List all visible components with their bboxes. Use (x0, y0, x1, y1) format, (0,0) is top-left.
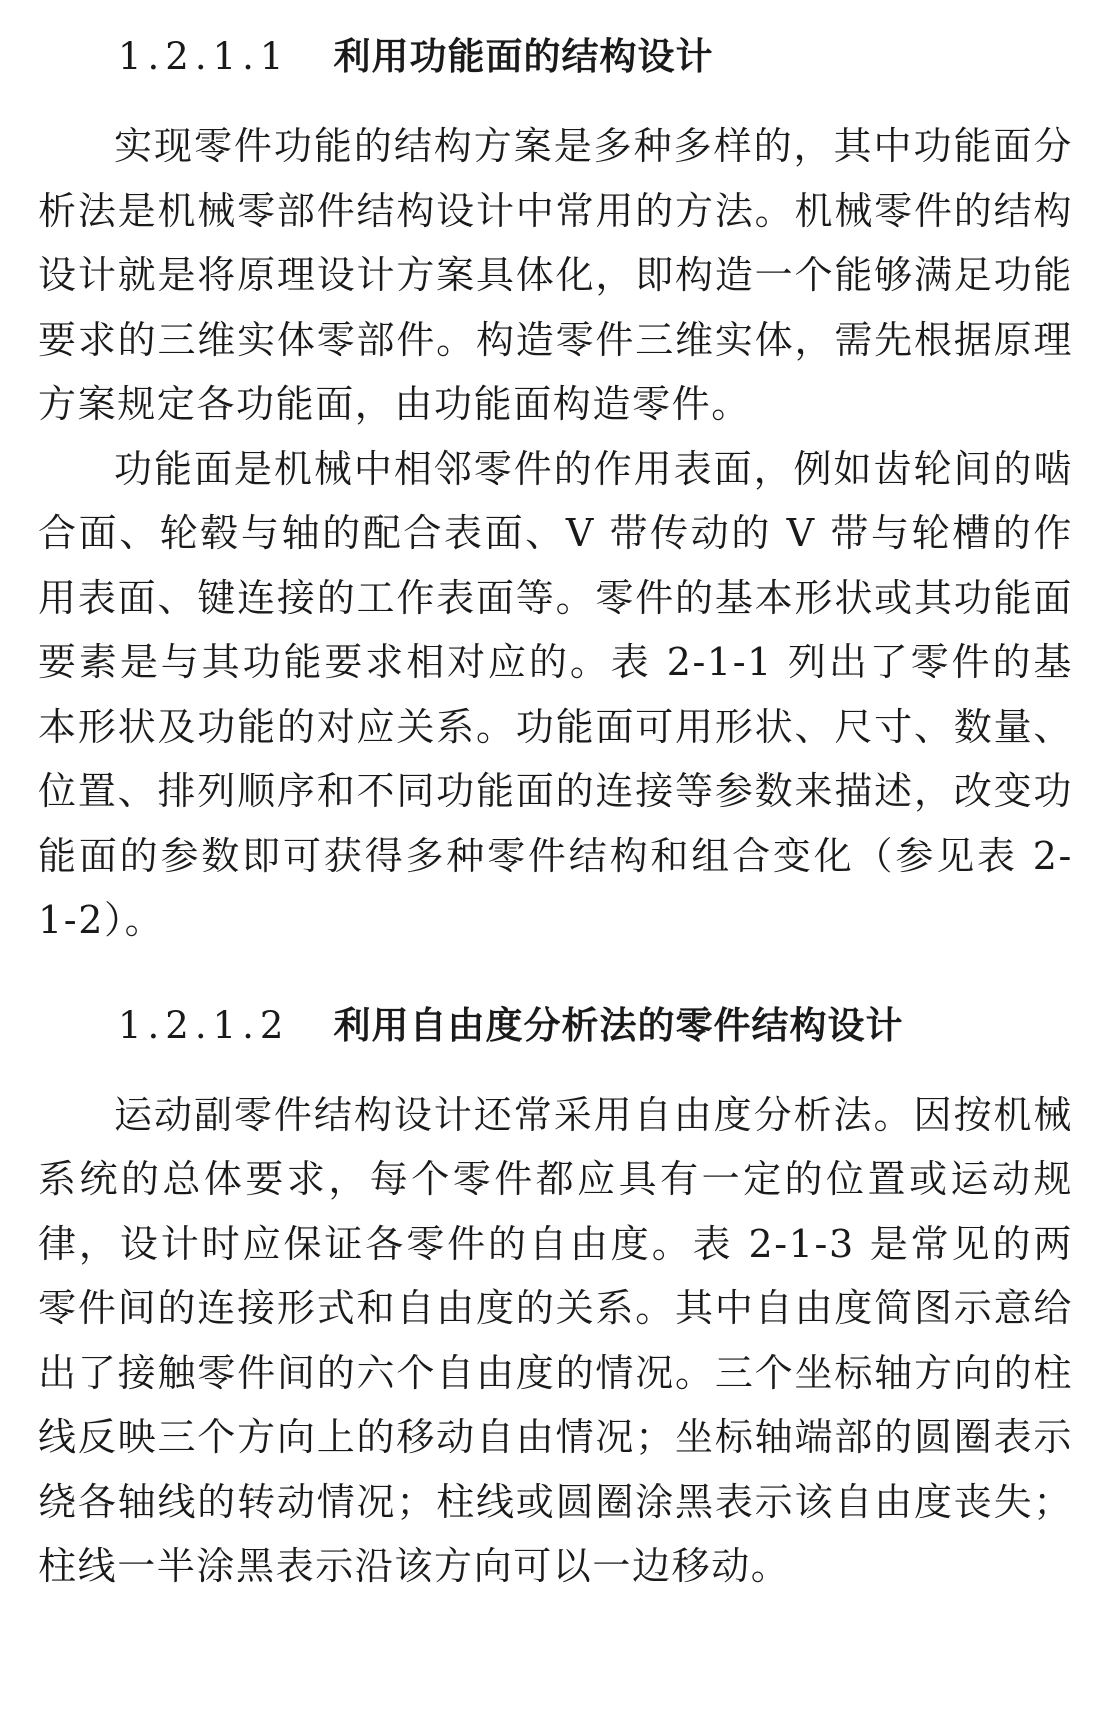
section-heading (38, 987, 1073, 1065)
section-number: 1.2.1.2 (118, 1003, 290, 1047)
body-paragraph: 功能面是机械中相邻零件的作用表面，例如齿轮间的啮合面、轮毂与轴的配合表面、V 带传动的 V 带与轮槽的作用表面、键连接的工作表面等。零件的基本形状或其功能面要素是与其功能要求相对应的。表 2-1-1 列出了零件的基本形状及功能的对应关系。功能面可用形状、尺寸、数量、位置、排列顺序和不同功能面的连接等参数来描述，改变功能面的参数即可获得多种零件结构和组合变化（参见表 2-1-2）。 (38, 446, 1073, 942)
section-1-2-1-1 (38, 18, 1073, 953)
section-heading (38, 18, 1073, 96)
section-title: 利用自由度分析法的零件结构设计 (333, 1003, 904, 1047)
body-paragraph: 实现零件功能的结构方案是多种多样的，其中功能面分析法是机械零部件结构设计中常用的方法。机械零件的结构设计就是将原理设计方案具体化，即构造一个能够满足功能要求的三维实体零部件。构造零件三维实体，需先根据原理方案规定各功能面，由功能面构造零件。 (38, 124, 1073, 426)
section-number: 1.2.1.1 (118, 35, 290, 78)
section-title: 利用功能面的结构设计 (333, 35, 714, 78)
body-paragraph: 运动副零件结构设计还常采用自由度分析法。因按机械系统的总体要求，每个零件都应具有一定的位置或运动规律，设计时应保证各零件的自由度。表 2-1-3 是常见的两零件间的连接形式和自由度的关系。其中自由度简图示意给出了接触零件间的六个自由度的情况。三个坐标轴方向的柱线反映三个方向上的移动自由情况；坐标轴端部的圆圈表示绕各轴线的转动情况；柱线或圆圈涂黑表示该自由度丧失；柱线一半涂黑表示沿该方向可以一边移动。 (38, 1092, 1073, 1588)
section-1-2-1-2 (38, 987, 1073, 1599)
